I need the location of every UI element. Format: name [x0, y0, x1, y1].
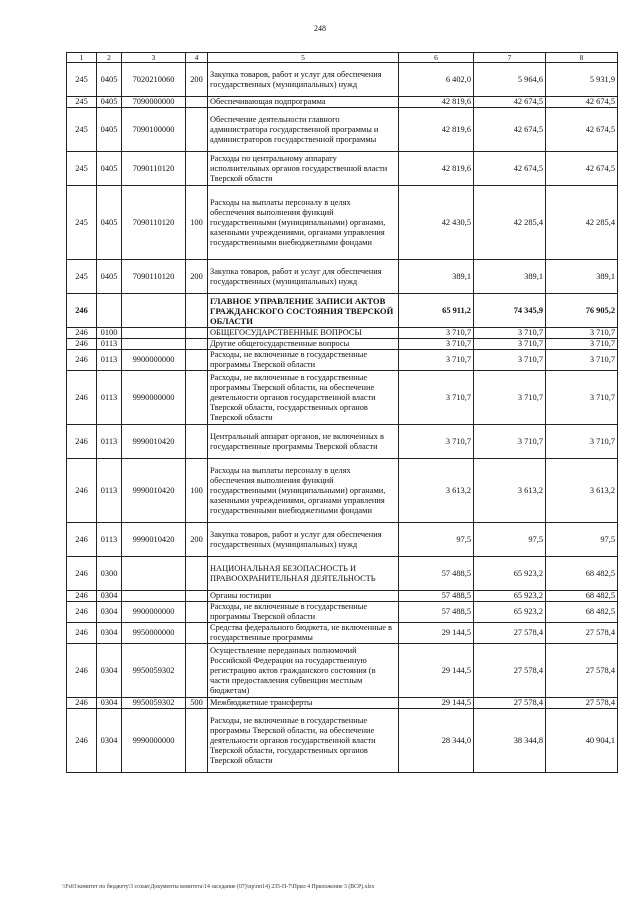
row-name-cell: ГЛАВНОЕ УПРАВЛЕНИЕ ЗАПИСИ АКТОВ ГРАЖДАНСКОГО СОСТОЯНИЯ ТВЕРСКОЙ ОБЛАСТИ — [208, 294, 399, 328]
row-owner-code-cell: 246 — [67, 371, 97, 425]
row-value-cell: 42 674,5 — [546, 152, 618, 186]
table-row — [67, 108, 618, 152]
row-value-cell: 68 482,5 — [546, 591, 618, 602]
row-value-cell: 42 285,4 — [474, 186, 546, 260]
row-owner-code-cell: 245 — [67, 186, 97, 260]
row-owner-code-cell: 246 — [67, 328, 97, 339]
row-value-cell: 42 674,5 — [474, 152, 546, 186]
row-value-cell: 97,5 — [474, 523, 546, 557]
row-owner-code-cell: 246 — [67, 602, 97, 623]
row-value-cell: 27 578,4 — [474, 644, 546, 698]
row-owner-code-cell: 246 — [67, 339, 97, 350]
row-expense-type-cell — [186, 557, 208, 591]
row-value-cell: 3 710,7 — [474, 425, 546, 459]
row-name-cell: Расходы, не включенные в государственные программы Тверской области, на обеспечение деятельности органов государственной власти Тверской области, государственных органов Тверской области — [208, 371, 399, 425]
row-expense-type-cell — [186, 709, 208, 773]
row-target-code-cell — [122, 591, 186, 602]
row-value-cell: 3 710,7 — [546, 339, 618, 350]
row-value-cell: 3 710,7 — [399, 371, 474, 425]
row-target-code-cell: 7090110120 — [122, 186, 186, 260]
row-section-code-cell: 0405 — [97, 63, 122, 97]
row-value-cell: 40 904,1 — [546, 709, 618, 773]
row-name-cell: Расходы, не включенные в государственные программы Тверской области, на обеспечение деятельности органов государственной власти Тверской области, государственных органов Тверской области — [208, 709, 399, 773]
row-value-cell: 29 144,5 — [399, 698, 474, 709]
row-value-cell: 3 710,7 — [474, 371, 546, 425]
row-value-cell: 65 911,2 — [399, 294, 474, 328]
table-row — [67, 350, 618, 371]
row-target-code-cell — [122, 328, 186, 339]
header-cell: 1 — [67, 53, 97, 63]
row-target-code-cell: 7090110120 — [122, 152, 186, 186]
row-value-cell: 6 402,0 — [399, 63, 474, 97]
row-value-cell: 3 710,7 — [546, 425, 618, 459]
row-value-cell: 3 710,7 — [546, 371, 618, 425]
row-value-cell: 65 923,2 — [474, 591, 546, 602]
row-owner-code-cell: 245 — [67, 260, 97, 294]
header-cell: 6 — [399, 53, 474, 63]
row-expense-type-cell: 100 — [186, 459, 208, 523]
row-expense-type-cell: 200 — [186, 523, 208, 557]
row-expense-type-cell — [186, 591, 208, 602]
row-owner-code-cell: 246 — [67, 350, 97, 371]
budget-table — [66, 52, 618, 773]
row-target-code-cell: 9990010420 — [122, 425, 186, 459]
row-owner-code-cell: 246 — [67, 459, 97, 523]
row-value-cell: 57 488,5 — [399, 557, 474, 591]
row-value-cell: 3 710,7 — [399, 425, 474, 459]
row-value-cell: 42 674,5 — [474, 108, 546, 152]
row-value-cell: 68 482,5 — [546, 557, 618, 591]
table-row — [67, 523, 618, 557]
row-owner-code-cell: 245 — [67, 63, 97, 97]
row-value-cell: 42 430,5 — [399, 186, 474, 260]
row-section-code-cell: 0304 — [97, 644, 122, 698]
row-expense-type-cell — [186, 350, 208, 371]
row-value-cell: 57 488,5 — [399, 602, 474, 623]
row-target-code-cell: 7020210060 — [122, 63, 186, 97]
page-number: 248 — [314, 24, 326, 33]
file-path-footer: \\Fs01\комитет по бюджету\3 созыв\Документы комитета\14 заседание (07)\пр\пп14) 235-П-7\Прил 4 Приложение 3 (ВСР).xlsx — [62, 884, 375, 890]
row-section-code-cell: 0405 — [97, 108, 122, 152]
row-target-code-cell: 9950059302 — [122, 698, 186, 709]
header-row — [67, 53, 618, 63]
row-expense-type-cell — [186, 644, 208, 698]
row-owner-code-cell: 246 — [67, 709, 97, 773]
row-name-cell: Закупка товаров, работ и услуг для обеспечения государственных (муниципальных) нужд — [208, 523, 399, 557]
row-section-code-cell — [97, 294, 122, 328]
row-section-code-cell: 0113 — [97, 523, 122, 557]
table-row — [67, 371, 618, 425]
row-target-code-cell: 9950059302 — [122, 644, 186, 698]
row-value-cell: 29 144,5 — [399, 644, 474, 698]
row-value-cell: 5 964,6 — [474, 63, 546, 97]
table-row — [67, 97, 618, 108]
row-target-code-cell: 9990000000 — [122, 371, 186, 425]
row-expense-type-cell — [186, 623, 208, 644]
row-section-code-cell: 0113 — [97, 459, 122, 523]
row-value-cell: 42 819,6 — [399, 108, 474, 152]
table-row — [67, 186, 618, 260]
row-section-code-cell: 0405 — [97, 260, 122, 294]
row-section-code-cell: 0100 — [97, 328, 122, 339]
row-owner-code-cell: 245 — [67, 108, 97, 152]
row-name-cell: Расходы на выплаты персоналу в целях обеспечения выполнения функций государственными (муниципальными) органами, казенными учреждениями, органами управления государственными внебюджетными фондами — [208, 459, 399, 523]
row-name-cell: Расходы, не включенные в государственные программы Тверской области — [208, 602, 399, 623]
row-value-cell: 389,1 — [399, 260, 474, 294]
row-expense-type-cell — [186, 371, 208, 425]
row-name-cell: Расходы, не включенные в государственные программы Тверской области — [208, 350, 399, 371]
row-name-cell: Органы юстиции — [208, 591, 399, 602]
row-value-cell: 42 674,5 — [546, 108, 618, 152]
row-owner-code-cell: 246 — [67, 591, 97, 602]
row-value-cell: 42 674,5 — [474, 97, 546, 108]
row-target-code-cell — [122, 294, 186, 328]
row-name-cell: Осуществление переданных полномочий Российской Федерации на государственную регистрацию актов гражданского состояния (в части предоставления субвенции местным бюджетам) — [208, 644, 399, 698]
row-value-cell: 27 578,4 — [546, 644, 618, 698]
row-section-code-cell: 0113 — [97, 339, 122, 350]
row-target-code-cell: 9990010420 — [122, 459, 186, 523]
row-name-cell: Межбюджетные трансферты — [208, 698, 399, 709]
table-row — [67, 557, 618, 591]
row-value-cell: 3 710,7 — [546, 328, 618, 339]
header-cell: 3 — [122, 53, 186, 63]
table-row — [67, 591, 618, 602]
row-value-cell: 76 905,2 — [546, 294, 618, 328]
row-name-cell: Закупка товаров, работ и услуг для обеспечения государственных (муниципальных) нужд — [208, 63, 399, 97]
row-value-cell: 3 710,7 — [399, 328, 474, 339]
row-value-cell: 3 613,2 — [399, 459, 474, 523]
table-row — [67, 63, 618, 97]
row-owner-code-cell: 246 — [67, 698, 97, 709]
row-target-code-cell: 7090100000 — [122, 108, 186, 152]
row-target-code-cell: 9950000000 — [122, 623, 186, 644]
row-target-code-cell — [122, 557, 186, 591]
table-row — [67, 425, 618, 459]
table-row — [67, 698, 618, 709]
row-owner-code-cell: 246 — [67, 557, 97, 591]
table-row — [67, 339, 618, 350]
row-name-cell: Расходы по центральному аппарату исполнительных органов государственной власти Тверской области — [208, 152, 399, 186]
header-cell: 8 — [546, 53, 618, 63]
row-value-cell: 42 819,6 — [399, 97, 474, 108]
row-section-code-cell: 0304 — [97, 591, 122, 602]
row-owner-code-cell: 245 — [67, 97, 97, 108]
row-name-cell: НАЦИОНАЛЬНАЯ БЕЗОПАСНОСТЬ И ПРАВООХРАНИТЕЛЬНАЯ ДЕЯТЕЛЬНОСТЬ — [208, 557, 399, 591]
header-cell: 7 — [474, 53, 546, 63]
row-name-cell: Центральный аппарат органов, не включенных в государственные программы Тверской области — [208, 425, 399, 459]
row-target-code-cell: 9990000000 — [122, 709, 186, 773]
row-section-code-cell: 0113 — [97, 371, 122, 425]
row-value-cell: 42 819,6 — [399, 152, 474, 186]
table-row — [67, 623, 618, 644]
row-value-cell: 27 578,4 — [546, 698, 618, 709]
row-value-cell: 28 344,0 — [399, 709, 474, 773]
row-section-code-cell: 0300 — [97, 557, 122, 591]
row-value-cell: 389,1 — [546, 260, 618, 294]
row-section-code-cell: 0405 — [97, 152, 122, 186]
row-name-cell: Закупка товаров, работ и услуг для обеспечения государственных (муниципальных) нужд — [208, 260, 399, 294]
row-value-cell: 3 710,7 — [474, 339, 546, 350]
row-owner-code-cell: 246 — [67, 523, 97, 557]
row-expense-type-cell: 200 — [186, 260, 208, 294]
row-name-cell: Обеспечивающая подпрограмма — [208, 97, 399, 108]
row-name-cell: Обеспечение деятельности главного администратора государственной программы и администраторов государственной программы — [208, 108, 399, 152]
row-expense-type-cell — [186, 97, 208, 108]
row-value-cell: 97,5 — [546, 523, 618, 557]
row-section-code-cell: 0405 — [97, 97, 122, 108]
row-value-cell: 29 144,5 — [399, 623, 474, 644]
row-value-cell: 97,5 — [399, 523, 474, 557]
row-expense-type-cell: 200 — [186, 63, 208, 97]
row-target-code-cell: 9900000000 — [122, 602, 186, 623]
row-value-cell: 3 710,7 — [546, 350, 618, 371]
row-value-cell: 5 931,9 — [546, 63, 618, 97]
row-section-code-cell: 0304 — [97, 623, 122, 644]
header-cell: 4 — [186, 53, 208, 63]
row-expense-type-cell — [186, 425, 208, 459]
row-value-cell: 3 710,7 — [474, 350, 546, 371]
row-section-code-cell: 0113 — [97, 350, 122, 371]
row-owner-code-cell: 245 — [67, 152, 97, 186]
row-value-cell: 65 923,2 — [474, 557, 546, 591]
row-expense-type-cell — [186, 294, 208, 328]
table-row — [67, 294, 618, 328]
row-expense-type-cell — [186, 602, 208, 623]
header-cell: 5 — [208, 53, 399, 63]
row-name-cell: Расходы на выплаты персоналу в целях обеспечения выполнения функций государственными (муниципальными) органами, казенными учреждениями, органами управления государственными внебюджетными фондами — [208, 186, 399, 260]
table-row — [67, 709, 618, 773]
row-value-cell: 42 285,4 — [546, 186, 618, 260]
row-expense-type-cell: 100 — [186, 186, 208, 260]
table-row — [67, 459, 618, 523]
row-value-cell: 3 710,7 — [399, 339, 474, 350]
row-target-code-cell: 7090110120 — [122, 260, 186, 294]
table-row — [67, 152, 618, 186]
table-row — [67, 328, 618, 339]
row-value-cell: 3 710,7 — [399, 350, 474, 371]
row-target-code-cell: 9990010420 — [122, 523, 186, 557]
row-owner-code-cell: 246 — [67, 644, 97, 698]
row-expense-type-cell: 500 — [186, 698, 208, 709]
row-value-cell: 3 613,2 — [546, 459, 618, 523]
row-owner-code-cell: 246 — [67, 294, 97, 328]
row-target-code-cell: 7090000000 — [122, 97, 186, 108]
row-owner-code-cell: 246 — [67, 623, 97, 644]
row-expense-type-cell — [186, 108, 208, 152]
row-value-cell: 27 578,4 — [546, 623, 618, 644]
row-section-code-cell: 0304 — [97, 709, 122, 773]
row-value-cell: 3 710,7 — [474, 328, 546, 339]
row-value-cell: 42 674,5 — [546, 97, 618, 108]
table-row — [67, 260, 618, 294]
row-section-code-cell: 0113 — [97, 425, 122, 459]
row-value-cell: 27 578,4 — [474, 698, 546, 709]
table-row — [67, 602, 618, 623]
table-row — [67, 644, 618, 698]
row-value-cell: 65 923,2 — [474, 602, 546, 623]
row-section-code-cell: 0304 — [97, 698, 122, 709]
row-target-code-cell: 9900000000 — [122, 350, 186, 371]
row-value-cell: 3 613,2 — [474, 459, 546, 523]
row-name-cell: ОБЩЕГОСУДАРСТВЕННЫЕ ВОПРОСЫ — [208, 328, 399, 339]
row-value-cell: 57 488,5 — [399, 591, 474, 602]
row-owner-code-cell: 246 — [67, 425, 97, 459]
row-value-cell: 68 482,5 — [546, 602, 618, 623]
row-expense-type-cell — [186, 152, 208, 186]
row-section-code-cell: 0405 — [97, 186, 122, 260]
row-expense-type-cell — [186, 328, 208, 339]
row-value-cell: 27 578,4 — [474, 623, 546, 644]
header-cell: 2 — [97, 53, 122, 63]
row-value-cell: 38 344,8 — [474, 709, 546, 773]
row-value-cell: 389,1 — [474, 260, 546, 294]
row-value-cell: 74 345,9 — [474, 294, 546, 328]
row-expense-type-cell — [186, 339, 208, 350]
row-name-cell: Другие общегосударственные вопросы — [208, 339, 399, 350]
row-target-code-cell — [122, 339, 186, 350]
row-section-code-cell: 0304 — [97, 602, 122, 623]
row-name-cell: Средства федерального бюджета, не включенные в государственные программы — [208, 623, 399, 644]
